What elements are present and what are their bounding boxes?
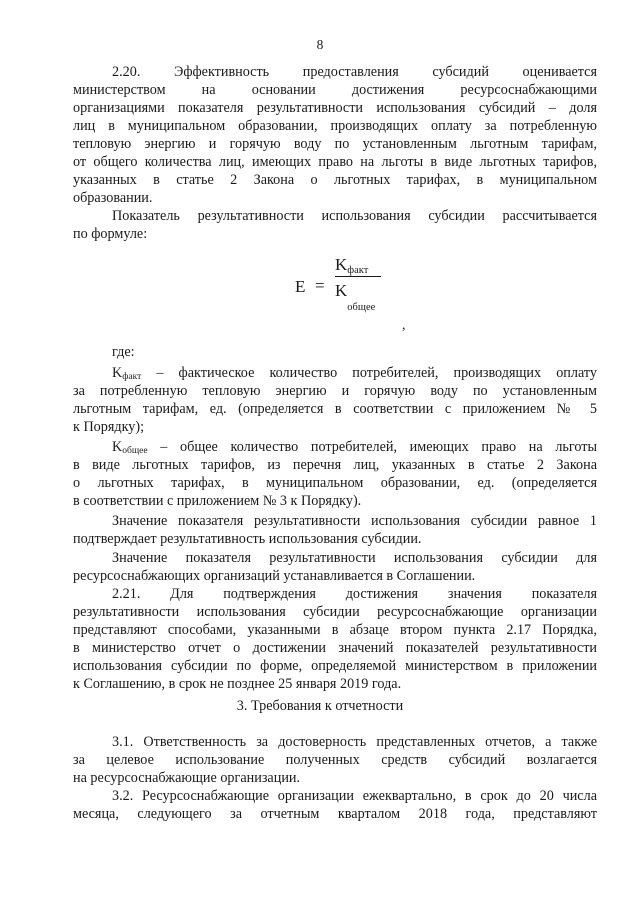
para-2-21-line: представляют способами, указанными в абзаце втором пункта 2.17 Порядка,	[73, 622, 597, 638]
para-2-21-line: к Соглашению, в срок не позднее 25 января 2019 года.	[73, 676, 402, 692]
k-total-symbol: K	[112, 439, 123, 455]
para-2-20-line: 2.20. Эффективность предоставления субсидий оценивается	[112, 64, 597, 80]
para-2-20-line: образовании.	[73, 190, 153, 206]
indicator-intro-line: Показатель результативности использования субсидии рассчитывается	[112, 208, 597, 224]
para-2-20-line: тепловую энергию и горячую воду по установленным льготным тарифам,	[73, 136, 597, 152]
formula-num-symbol: K	[335, 255, 348, 274]
k-fact-line: за потребленную тепловую энергию и горячую воду по установленным	[73, 383, 597, 399]
para-2-20-line: указанных в статье 2 Закона о льготных тарифах, в муниципальном	[73, 172, 597, 188]
k-total-text: – общее количество потребителей, имеющих право на льготы	[147, 439, 597, 455]
k-fact-line: к Порядку);	[73, 419, 145, 435]
para-3-1-line: 3.1. Ответственность за достоверность представленных отчетов, а также	[112, 734, 597, 750]
k-total-sub: общее	[122, 446, 148, 456]
k-fact-symbol: K	[112, 365, 123, 381]
value-set-line: ресурсоснабжающих организаций устанавливается в Соглашении.	[73, 568, 476, 584]
formula-den-sub: общее	[347, 302, 376, 313]
para-2-21-line: результативности использования субсидии ресурсоснабжающие организации	[73, 604, 597, 620]
para-2-21-line: в министерство отчет о достижении значений показателей результативности	[73, 640, 597, 656]
value-set-line: Значение показателя результативности использования субсидии для	[112, 550, 597, 566]
formula-lhs: E	[295, 277, 306, 296]
para-2-21-line: 2.21. Для подтверждения достижения значения показателя	[112, 586, 597, 602]
para-3-2-line: 3.2. Ресурсоснабжающие организации ежеквартально, в срок до 20 числа	[112, 788, 597, 804]
para-2-20-line: лиц в муниципальном образовании, производящих оплату за потребленную	[73, 118, 597, 134]
k-total-line: о льготных тарифах, в муниципальном образовании, ед. (определяется	[73, 475, 597, 491]
fraction-bar	[335, 276, 381, 277]
k-fact-line: льготным тарифам, ед. (определяется в соответствии с приложением № 5	[73, 401, 597, 417]
k-fact-sub: факт	[122, 372, 142, 382]
formula-denominator	[335, 281, 376, 313]
formula-equals: =	[315, 276, 325, 295]
section-3-title: 3. Требования к отчетности	[236, 698, 404, 714]
k-fact-text: – фактическое количество потребителей, производящих оплату	[141, 365, 597, 381]
para-3-2-line: месяца, следующего за отчетным кварталом 2018 года, представляют	[73, 806, 597, 822]
value-equal-line: Значение показателя результативности использования субсидии равное 1	[112, 513, 597, 529]
k-total-line: в виде льготных тарифов, из перечня лиц, указанных в статье 2 Закона	[73, 457, 597, 473]
para-3-1-line: на ресурсоснабжающие организации.	[73, 770, 301, 786]
para-2-20-line: министерством на основании достижения ресурсоснабжающими	[73, 82, 597, 98]
page-number: 8	[316, 37, 324, 52]
where-label: где:	[112, 344, 135, 360]
value-equal-line: подтверждает результативность использования субсидии.	[73, 531, 422, 547]
para-2-21-line: использования субсидии по форме, определяемой министерством в приложении	[73, 658, 597, 674]
para-3-1-line: за целевое использование полученных средств субсидий возлагается	[73, 752, 597, 768]
formula-den-symbol: K	[335, 281, 348, 300]
k-total-line: в соответствии с приложением № 3 к Порядку).	[73, 493, 362, 509]
formula-comma: ,	[402, 318, 406, 333]
para-2-20-line: от общего количества лиц, имеющих право на льготы в виде льготных тарифов,	[73, 154, 597, 170]
formula-num-sub: факт	[347, 265, 369, 276]
formula-numerator	[335, 255, 368, 275]
indicator-intro-line: по формуле:	[73, 226, 148, 242]
para-2-20-line: организациями показателя результативности использования субсидий – доля	[73, 100, 597, 116]
